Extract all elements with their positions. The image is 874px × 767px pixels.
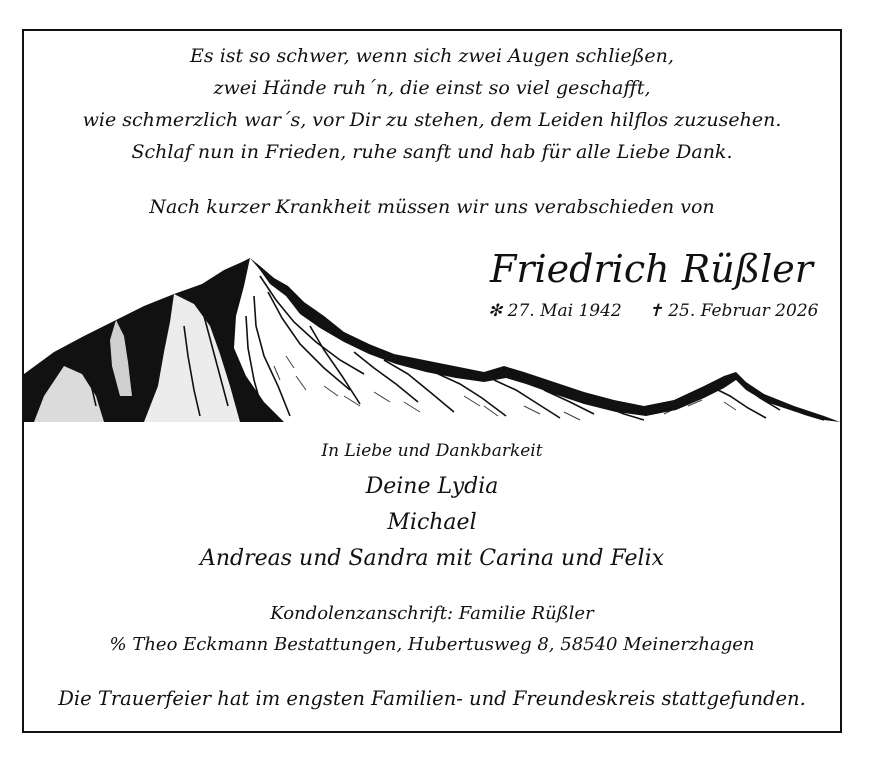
mourner-name: Deine Lydia: [365, 474, 499, 499]
mourner-name: Michael: [387, 510, 477, 535]
life-dates: [488, 301, 818, 321]
death-date: ✝ 25. Februar 2026: [648, 301, 819, 321]
birth-date: ✻ 27. Mai 1942: [488, 301, 622, 321]
poem-line-4: Schlaf nun in Frieden, ruhe sanft und hab für alle Liebe Dank.: [131, 141, 733, 163]
deceased-name: Friedrich Rüßler: [490, 247, 813, 291]
condolence-address-line-1: Kondolenzanschrift: Familie Rüßler: [270, 603, 594, 624]
funeral-note: Die Trauerfeier hat im engsten Familien- und Freundeskreis stattgefunden.: [58, 687, 806, 710]
obituary-frame: [22, 29, 842, 733]
mourner-name: Andreas und Sandra mit Carina und Felix: [199, 546, 665, 571]
poem-line-3: wie schmerzlich war´s, vor Dir zu stehen, dem Leiden hilflos zuzusehen.: [82, 109, 782, 131]
mourners-heading: In Liebe und Dankbarkeit: [321, 441, 543, 461]
condolence-address-line-2: % Theo Eckmann Bestattungen, Hubertusweg 8, 58540 Meinerzhagen: [109, 634, 755, 655]
intro-text: Nach kurzer Krankheit müssen wir uns verabschieden von: [149, 196, 715, 218]
poem-line-1: Es ist so schwer, wenn sich zwei Augen schließen,: [190, 45, 674, 67]
poem-line-2: zwei Hände ruh´n, die einst so viel geschafft,: [213, 77, 651, 99]
